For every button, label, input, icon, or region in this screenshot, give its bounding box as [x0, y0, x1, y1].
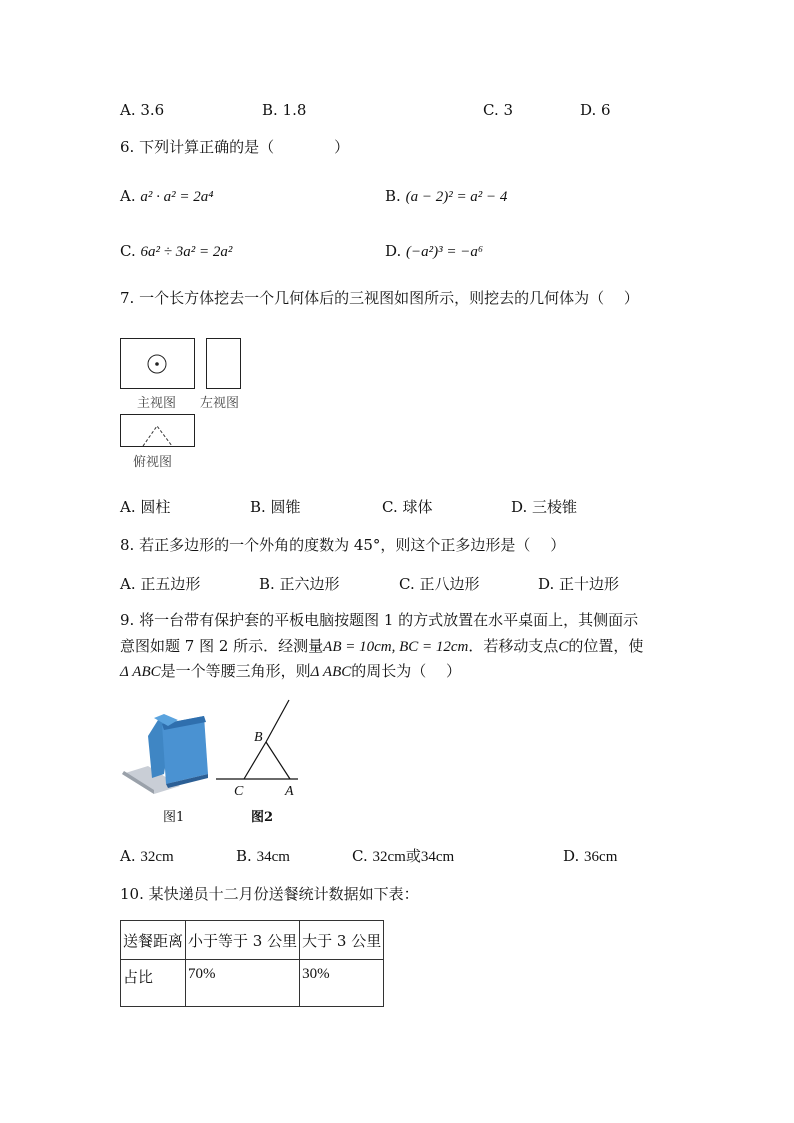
q9-line-3-mid: 是一个等腰三角形，则: [160, 662, 311, 680]
table-header-cell: 小于等于 3 公里: [186, 921, 300, 960]
q6-option-a: [120, 186, 213, 207]
q8-option-c: C. 正八边形: [399, 575, 480, 593]
q5-option-a: A. 3.6: [120, 101, 165, 119]
q5-option-d: D. 6: [580, 101, 611, 119]
table-cell: 70%: [186, 960, 300, 1007]
q6-option-b-label: B.: [385, 187, 401, 205]
q6-option-d: [385, 241, 483, 262]
q6-option-d-label: D.: [385, 242, 402, 260]
q9-triangle-2: Δ ABC: [310, 664, 352, 680]
q7-stem: 7. 一个长方体挖去一个几何体后的三视图如图所示，则挖去的几何体为（ ）: [120, 289, 639, 307]
q9-option-c-value-1: 32cm: [372, 849, 406, 865]
vertex-c-label: C: [234, 784, 244, 799]
q6-option-c: [120, 241, 232, 262]
q6-option-c-label: C.: [120, 242, 136, 260]
q9-option-a: [120, 846, 174, 867]
q9-line-2-post: 的位置，使: [568, 637, 644, 655]
table-header-cell: 大于 3 公里: [300, 921, 384, 960]
q9-option-c-label: C.: [352, 847, 368, 865]
q7-option-c: C. 球体: [382, 498, 433, 516]
q6-option-a-expr: a² · a² = 2a⁴: [140, 189, 214, 205]
vertex-a-label: A: [285, 784, 294, 799]
q9-option-b-label: B.: [236, 847, 252, 865]
q9-option-c: [352, 846, 454, 867]
q9-option-d-value: 36cm: [584, 849, 618, 865]
q9-option-d-label: D.: [563, 847, 580, 865]
q9-line-2: [120, 636, 643, 657]
figure-2-caption: 图2: [251, 810, 274, 825]
table-row: [121, 960, 384, 1007]
q9-option-a-label: A.: [120, 847, 136, 865]
q8-stem: 8. 若正多边形的一个外角的度数为 45°，则这个正多边形是（ ）: [120, 536, 566, 554]
q9-option-b: [236, 846, 290, 867]
q6-option-b: [385, 186, 507, 207]
q6-option-d-expr: (−a²)³ = −a⁶: [406, 244, 484, 260]
q9-option-c-value-2: 34cm: [420, 849, 455, 865]
q9-measure-expr: AB = 10cm, BC = 12cm: [323, 639, 469, 655]
q9-line-1: 9. 将一台带有保护套的平板电脑按题图 1 的方式放置在水平桌面上，其侧面示: [120, 611, 639, 629]
table-cell: 30%: [300, 960, 384, 1007]
table-cell: 占比: [121, 960, 186, 1007]
front-view-caption: 主视图: [137, 396, 177, 411]
q10-stem: 10. 某快递员十二月份送餐统计数据如下表：: [120, 885, 419, 903]
q9-option-a-value: 32cm: [140, 849, 174, 865]
tablet-stand-photo: [118, 714, 214, 794]
left-view-caption: 左视图: [200, 396, 240, 411]
q9-option-c-or: 或: [405, 847, 421, 865]
table-header-row: [121, 921, 384, 960]
top-view-figure: [120, 414, 195, 447]
q6-option-b-expr: (a − 2)² = a² − 4: [405, 189, 508, 205]
q9-line-3: [120, 661, 461, 682]
q7-option-d: D. 三棱锥: [511, 498, 578, 516]
q9-triangle-1: Δ ABC: [120, 664, 161, 680]
q9-line-2-pre: 意图如题 7 图 2 所示．经测量: [120, 637, 324, 655]
q6-option-c-expr: 6a² ÷ 3a² = 2a²: [140, 244, 233, 260]
q6-option-a-label: A.: [120, 187, 136, 205]
q7-option-a: A. 圆柱: [120, 498, 171, 516]
q5-option-b: B. 1.8: [262, 101, 307, 119]
q6-stem: 6. 下列计算正确的是（ ）: [120, 138, 350, 156]
delivery-stats-table: [120, 920, 384, 1007]
q9-line-2-mid: ．若移动支点: [468, 637, 559, 655]
front-view-circle-icon: [121, 339, 194, 388]
table-header-cell: 送餐距离: [121, 921, 186, 960]
q9-line-3-post: 的周长为（ ）: [351, 662, 462, 680]
q8-option-b: B. 正六边形: [259, 575, 340, 593]
q9-option-b-value: 34cm: [256, 849, 290, 865]
top-view-dashed-triangle: [121, 415, 194, 446]
q7-option-b: B. 圆锥: [250, 498, 301, 516]
q9-option-d: [563, 846, 617, 867]
q8-option-d: D. 正十边形: [538, 575, 620, 593]
q8-option-a: A. 正五边形: [120, 575, 201, 593]
vertex-b-label: B: [254, 730, 263, 745]
front-view-figure: [120, 338, 195, 389]
figure-1-caption: 图1: [163, 810, 185, 825]
q5-option-c: C. 3: [483, 101, 514, 119]
q9-var-c: C: [558, 639, 569, 655]
left-view-figure: [206, 338, 241, 389]
top-view-caption: 俯视图: [133, 455, 173, 470]
